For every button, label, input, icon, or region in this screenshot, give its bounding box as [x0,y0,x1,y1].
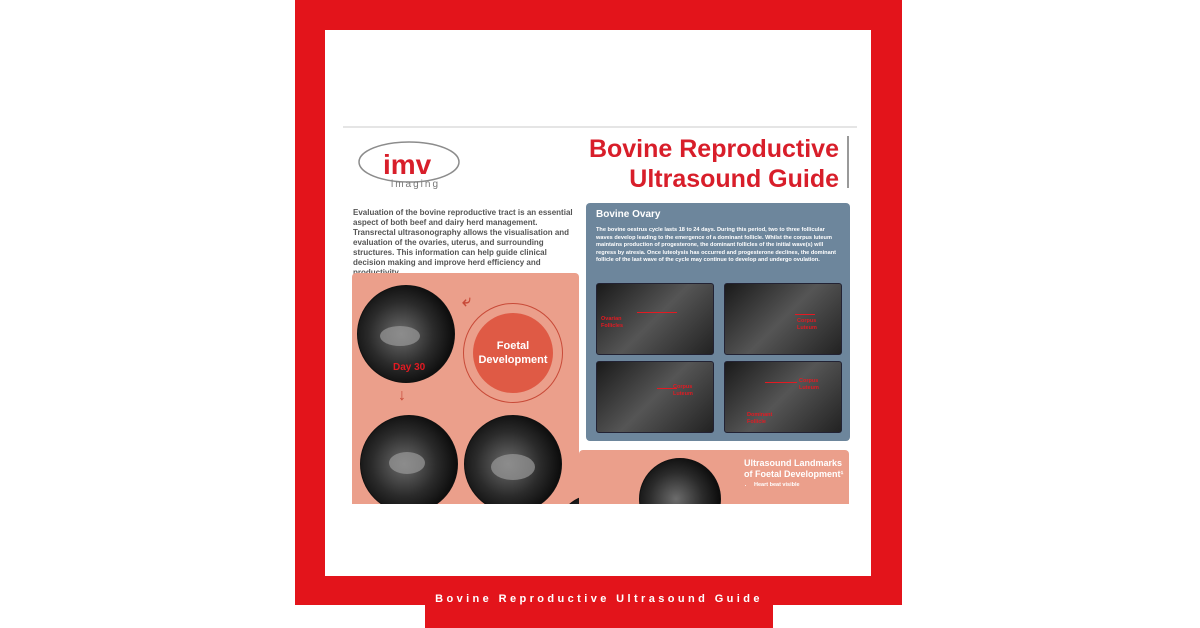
title-line-2: Ultrasound Guide [629,165,839,193]
title-line-1: Bovine Reproductive [588,135,839,163]
ovary-image-4-label2: Corpus Luteum [799,378,819,391]
logo-brand: imv [383,149,432,180]
page-title [589,134,839,194]
ovary-image-2-label: Corpus Luteum [797,318,817,331]
ultrasound-scan-5 [639,458,721,504]
intro-paragraph: Evaluation of the bovine reproductive tract is an essential aspect of both beef and dairy herd management. Transrectal ultrasonography allows the visualisation and evaluation of the ovaries, uterus, and surrounding structures. This information can help guide clinical decision making and improve herd efficiency and [353,208,573,267]
ovary-image-4-label: Dominant Follicle [747,412,773,425]
ovary-image-2 [724,283,842,355]
ultrasound-scan-2 [360,415,458,504]
ovary-body: The bovine oestrus cycle lasts 18 to 24 days. During this period, two to three follicular waves develop leading to the emergence of a dominant follicle. Whilst the corpus luteum maintains production of progesterone, the dominant follicles of the initial wave(s) will regress by atresia. Once luteolysis has occurred and progesterone declines, the dominant follicle of the last wave of the cycle may continue to develop and undergo ovulation. [596,227,836,263]
logo-sub: imaging [391,179,441,190]
ovary-heading: Bovine Ovary [596,209,661,220]
ovary-image-4 [724,361,842,433]
arrow-left-icon: ⤶ [462,293,471,310]
title-divider [847,136,849,188]
landmarks-block [744,458,848,489]
ovary-image-1-label: Ovarian Follicles [601,316,624,329]
arrow-down-icon: ↓ [398,387,406,404]
landmark-item: • Heart beat visible [754,482,848,489]
bovine-ovary-panel [586,203,850,441]
ultrasound-scan-3 [464,415,562,504]
landmarks-heading: Ultrasound Landmarks of Foetal Development¹ [744,458,844,479]
ovary-image-1 [596,283,714,355]
imv-logo [353,136,461,192]
foetal-development-badge: Foetal Development [473,313,553,393]
document-preview [343,126,857,504]
ovary-image-3-label: Corpus Luteum [673,384,693,397]
ovary-image-3 [596,361,714,433]
caption-bar: Bovine Reproductive Ultrasound Guide [425,588,773,628]
day-label: Day 30 [393,362,426,373]
